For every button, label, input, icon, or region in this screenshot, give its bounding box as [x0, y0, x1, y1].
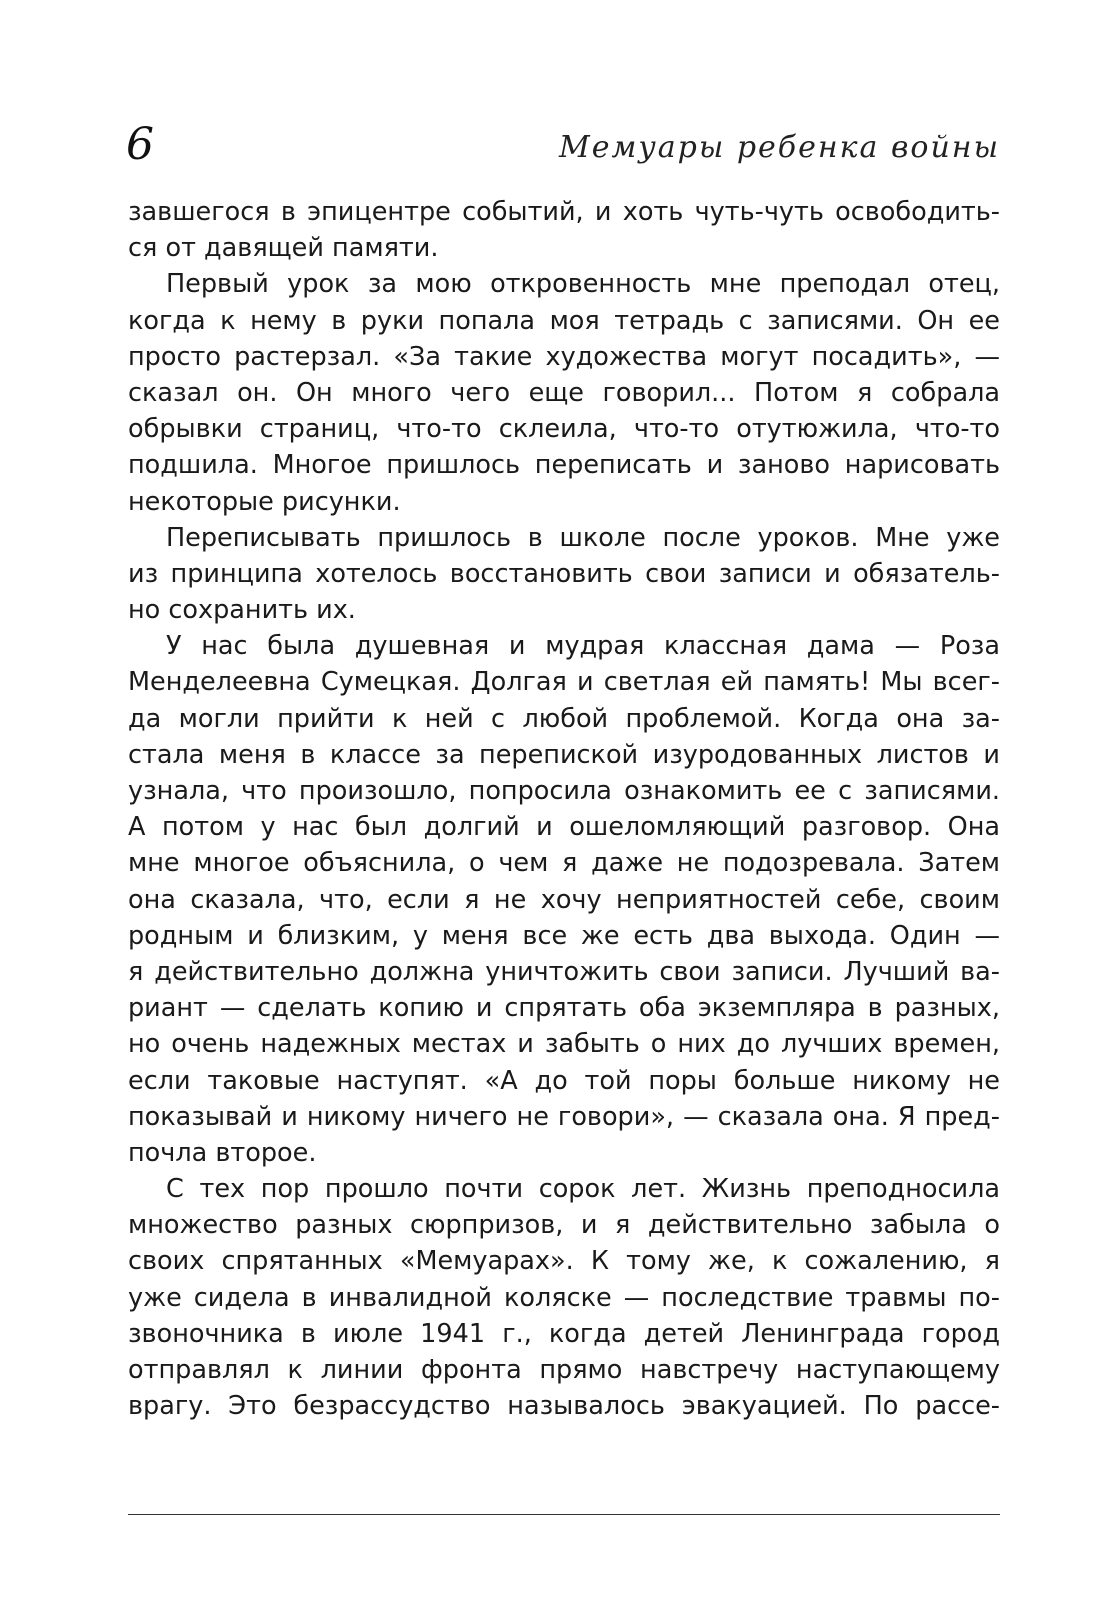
text-line: если таковые наступят. «А до той поры больше никому не [128, 1065, 1000, 1096]
text-line: звоночника в июле 1941 г., когда детей Ленинграда город [128, 1318, 1000, 1349]
text-line: отправлял к линии фронта прямо навстречу наступающему [128, 1355, 1000, 1385]
text-line: своих спрятанных «Мемуарах». К тому же, к сожалению, я [128, 1246, 1000, 1277]
text-line: я действительно должна уничтожить свои записи. Лучший ва- [128, 956, 1000, 987]
text-line: ся от давящей памяти. [128, 233, 439, 264]
text-line: когда к нему в руки попала моя тетрадь с записями. Он ее [128, 305, 1000, 336]
running-title: Мемуары ребенка войны [559, 130, 1000, 165]
text-line: родным и близким, у меня все же есть два выхода. Один — [128, 920, 1000, 951]
text-line: да могли прийти к ней с любой проблемой. Когда она за- [128, 703, 1000, 734]
text-line: но сохранить их. [128, 595, 356, 626]
body-text [128, 194, 1000, 1424]
text-line: просто растерзал. «За такие художества могут посадить», — [128, 341, 1000, 372]
text-line: риант — сделать копию и спрятать оба экземпляра в разных, [128, 993, 1000, 1024]
text-line: завшегося в эпицентре событий, и хоть чуть-чуть освободить- [128, 197, 1000, 227]
page-number: 6 [126, 119, 154, 170]
text-line: уже сидела в инвалидной коляске — последствие травмы по- [128, 1282, 1000, 1313]
text-line: узнала, что произошло, попросила ознакомить ее с записями. [128, 776, 1000, 806]
text-line: А потом у нас был долгий и ошеломляющий разговор. Она [128, 812, 1000, 843]
text-line: из принципа хотелось восстановить свои записи и обязатель- [128, 558, 1000, 589]
text-line: но очень надежных местах и забыть о них до лучших времен, [128, 1029, 1000, 1060]
text-line: подшила. Многое пришлось переписать и заново нарисовать [128, 450, 1000, 481]
text-line: Менделеевна Сумецкая. Долгая и светлая ей память! Мы всег- [128, 667, 1000, 698]
text-line: стала меня в классе за перепиской изуродованных листов и [128, 739, 1000, 770]
text-line: Переписывать пришлось в школе после уроков. Мне уже [166, 522, 1000, 553]
text-line: У нас была душевная и мудрая классная дама — Роза [166, 631, 1000, 662]
text-line: она сказала, что, если я не хочу неприятностей себе, своим [128, 884, 1000, 915]
text-line: врагу. Это безрассудство называлось эвакуацией. По рассе- [128, 1391, 1000, 1422]
text-line: почла второе. [128, 1137, 317, 1168]
text-line: сказал он. Он много чего еще говорил... Потом я собрала [128, 377, 1000, 408]
text-line: множество разных сюрпризов, и я действительно забыла о [128, 1210, 1000, 1241]
text-line: обрывки страниц, что-то склеила, что-то отутюжила, что-то [128, 414, 1000, 445]
text-line: показывай и никому ничего не говори», — сказала она. Я пред- [128, 1101, 1000, 1132]
footer-rule [128, 1514, 1000, 1515]
text-line: С тех пор прошло почти сорок лет. Жизнь преподносила [166, 1174, 1000, 1205]
text-line: Первый урок за мою откровенность мне преподал отец, [166, 269, 1000, 300]
text-line: некоторые рисунки. [128, 486, 401, 517]
text-line: мне многое объяснила, о чем я даже не подозревала. Затем [128, 848, 1000, 879]
